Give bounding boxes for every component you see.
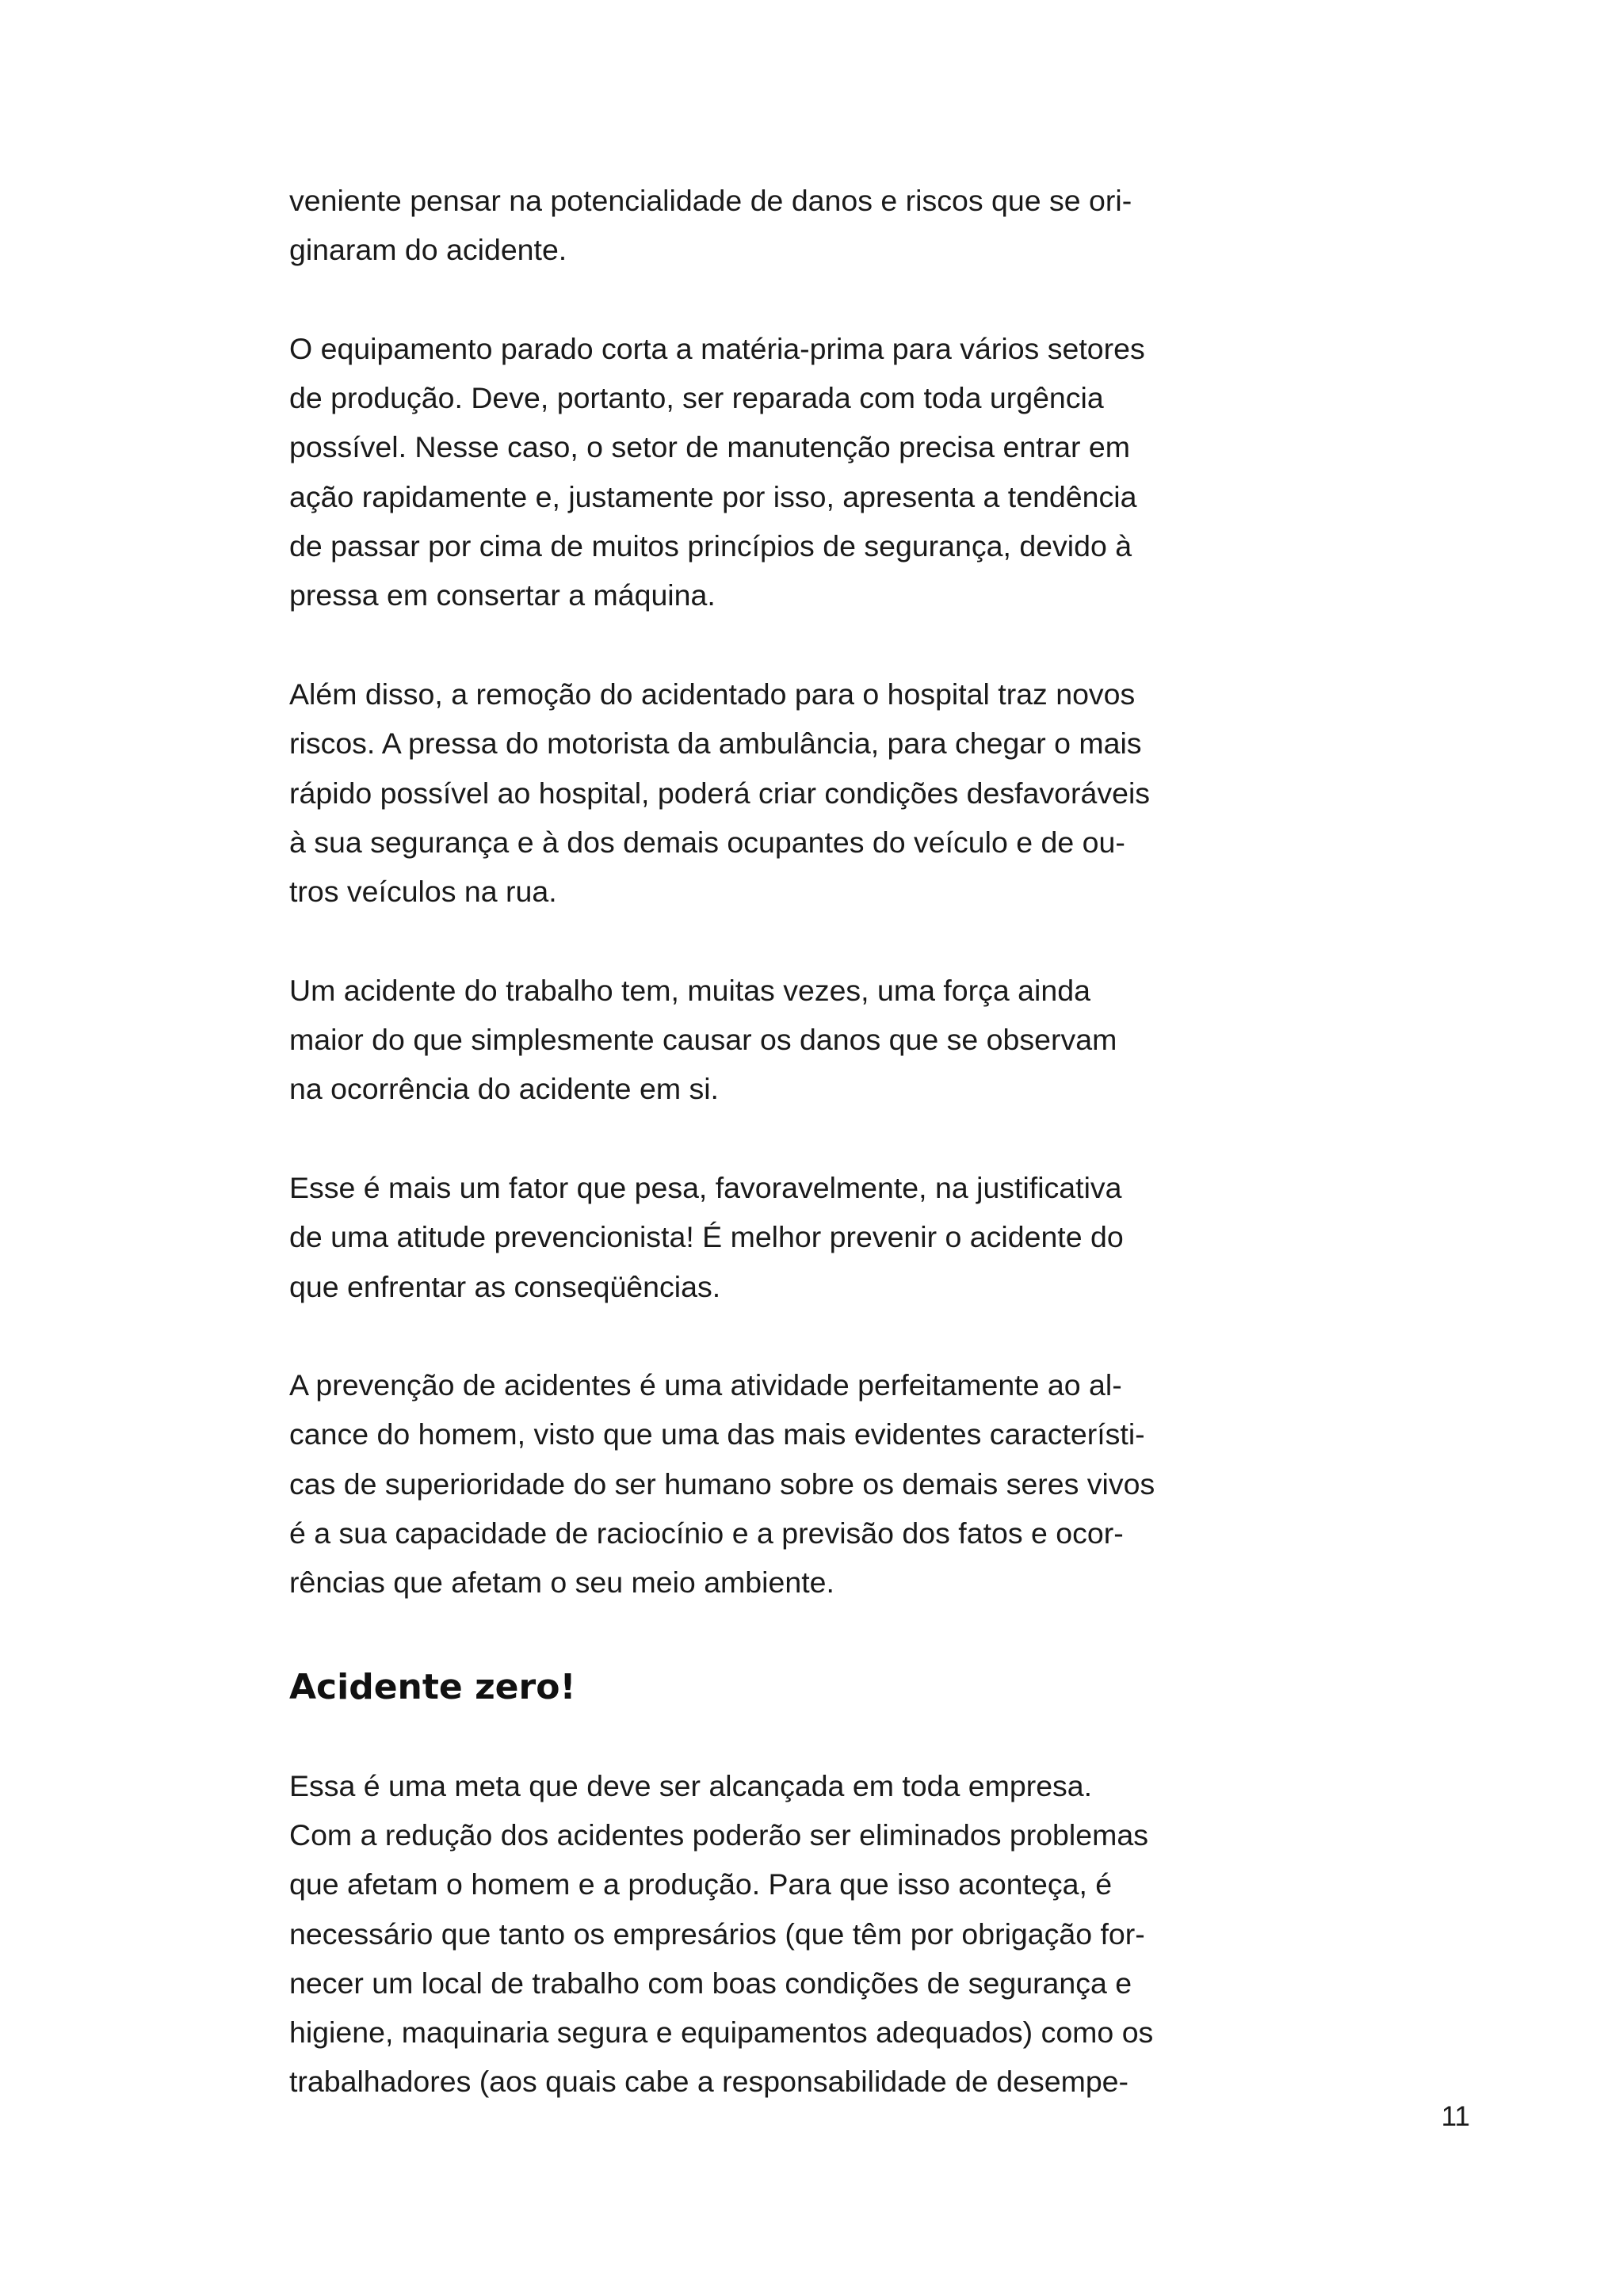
text-line: pressa em consertar a máquina. [289, 578, 716, 612]
text-line: cas de superioridade do ser humano sobre os demais seres vivos [289, 1466, 1155, 1501]
text-line: Esse é mais um fator que pesa, favoravelmente, na justificativa [289, 1170, 1122, 1204]
text-line: Além disso, a remoção do acidentado para o hospital traz novos [289, 677, 1136, 711]
text-line: necer um local de trabalho com boas condições de segurança e [289, 1966, 1132, 2000]
text-line: tros veículos na rua. [289, 875, 557, 909]
page-body [289, 176, 1193, 2107]
text-line: rápido possível ao hospital, poderá criar condições desfavoráveis [289, 776, 1151, 810]
text-line: que afetam o homem e a produção. Para que isso aconteça, é [289, 1867, 1113, 1901]
text-line: veniente pensar na potencialidade de danos e riscos que se ori- [289, 184, 1132, 217]
text-line: rências que afetam o seu meio ambiente. [289, 1566, 834, 1600]
text-line: riscos. A pressa do motorista da ambulância, para chegar o mais [289, 727, 1142, 761]
section-heading: Acidente zero! [289, 1666, 576, 1707]
paragraph-3 [289, 669, 1193, 916]
text-line: de produção. Deve, portanto, ser reparada com toda urgência [289, 381, 1104, 415]
text-line: ginaram do acidente. [289, 233, 567, 267]
text-line: A prevenção de acidentes é uma atividade perfeitamente ao al- [289, 1368, 1122, 1402]
text-line: é a sua capacidade de raciocínio e a previsão dos fatos e ocor- [289, 1516, 1124, 1550]
page-number: 11 [1441, 2101, 1470, 2132]
text-line: possível. Nesse caso, o setor de manutenção precisa entrar em [289, 430, 1130, 464]
text-line: que enfrentar as conseqüências. [289, 1269, 721, 1303]
paragraph-6 [289, 1360, 1193, 1607]
paragraph-1 [289, 176, 1193, 275]
text-line: cance do homem, visto que uma das mais evidentes característi- [289, 1417, 1145, 1451]
text-line: Um acidente do trabalho tem, muitas vezes, uma força ainda [289, 973, 1090, 1007]
paragraph-4 [289, 966, 1193, 1114]
paragraph-2 [289, 324, 1193, 620]
text-line: maior do que simplesmente causar os danos que se observam [289, 1023, 1117, 1057]
text-line: de uma atitude prevencionista! É melhor prevenir o acidente do [289, 1220, 1124, 1254]
paragraph-7 [289, 1761, 1193, 2107]
text-line: na ocorrência do acidente em si. [289, 1072, 719, 1106]
text-line: à sua segurança e à dos demais ocupantes do veículo e de ou- [289, 825, 1125, 859]
text-line: ação rapidamente e, justamente por isso, apresenta a tendência [289, 479, 1137, 513]
text-line: Com a redução dos acidentes poderão ser eliminados problemas [289, 1817, 1148, 1852]
text-line: de passar por cima de muitos princípios de segurança, devido à [289, 529, 1132, 563]
text-line: Essa é uma meta que deve ser alcançada em toda empresa. [289, 1768, 1093, 1802]
paragraph-5 [289, 1163, 1193, 1311]
text-line: O equipamento parado corta a matéria-prima para vários setores [289, 331, 1145, 365]
text-line: trabalhadores (aos quais cabe a responsabilidade de desempe- [289, 2065, 1129, 2099]
text-line: higiene, maquinaria segura e equipamentos adequados) como os [289, 2016, 1154, 2050]
text-line: necessário que tanto os empresários (que têm por obrigação for- [289, 1917, 1145, 1951]
